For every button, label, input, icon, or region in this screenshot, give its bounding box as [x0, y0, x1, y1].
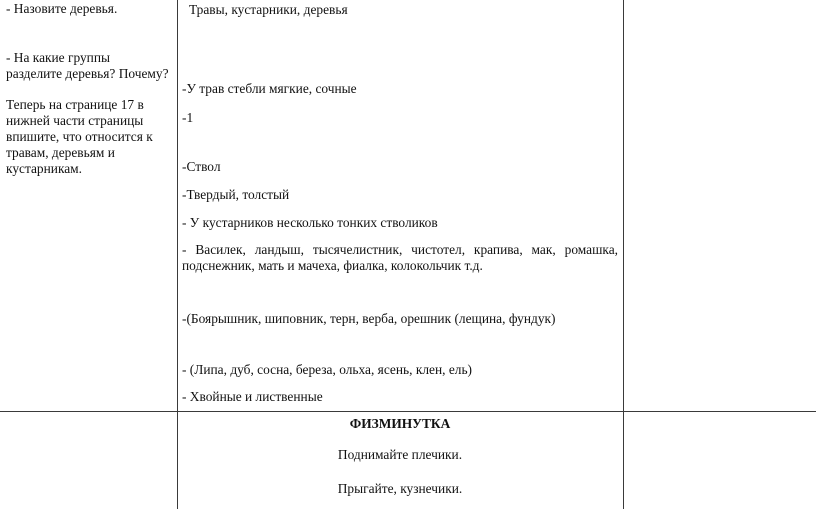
instruction-line5: кустарникам. — [6, 161, 83, 176]
table-border-right-col — [623, 0, 624, 509]
answer-item-shrubs: -(Боярышник, шиповник, терн, верба, орешник (лещина, фундук) — [182, 311, 556, 326]
instruction-line3: впишите, что относится к — [6, 129, 153, 144]
question-groups-line2: разделите деревья? Почему? — [6, 66, 169, 81]
instruction-line4: травам, деревьям и — [6, 145, 115, 160]
physical-break-title: ФИЗМИНУТКА — [349, 416, 451, 431]
answers-heading: Травы, кустарники, деревья — [189, 2, 348, 17]
question-groups-line1: - На какие группы — [6, 50, 111, 65]
answer-item: - Хвойные и лиственные — [182, 389, 323, 404]
answer-item: -1 — [182, 110, 194, 125]
answer-item-trees: - (Липа, дуб, сосна, береза, ольха, ясень, клен, ель) — [182, 362, 473, 377]
instruction-line2: нижней части страницы — [6, 113, 144, 128]
answer-item: -У трав стебли мягкие, сочные — [182, 81, 357, 96]
table-border-left-col — [177, 0, 178, 509]
answer-item-herbs-line2: подснежник, мать и мачеха, фиалка, колокольчик т.д. — [182, 258, 483, 273]
answer-item: - У кустарников несколько тонких стволиков — [182, 215, 438, 230]
answer-item: -Твердый, толстый — [182, 187, 290, 202]
exercise-line: Поднимайте плечики. — [337, 447, 463, 462]
exercise-line: Прыгайте, кузнечики. — [337, 481, 463, 496]
table-border-row — [0, 411, 816, 412]
answer-item: -Ствол — [182, 159, 221, 174]
question-name-trees: - Назовите деревья. — [6, 1, 118, 16]
instruction-line1: Теперь на странице 17 в — [6, 97, 144, 112]
answer-item-herbs-line1: - Василек, ландыш, тысячелистник, чистотел, крапива, мак, ромашка, — [182, 242, 618, 257]
